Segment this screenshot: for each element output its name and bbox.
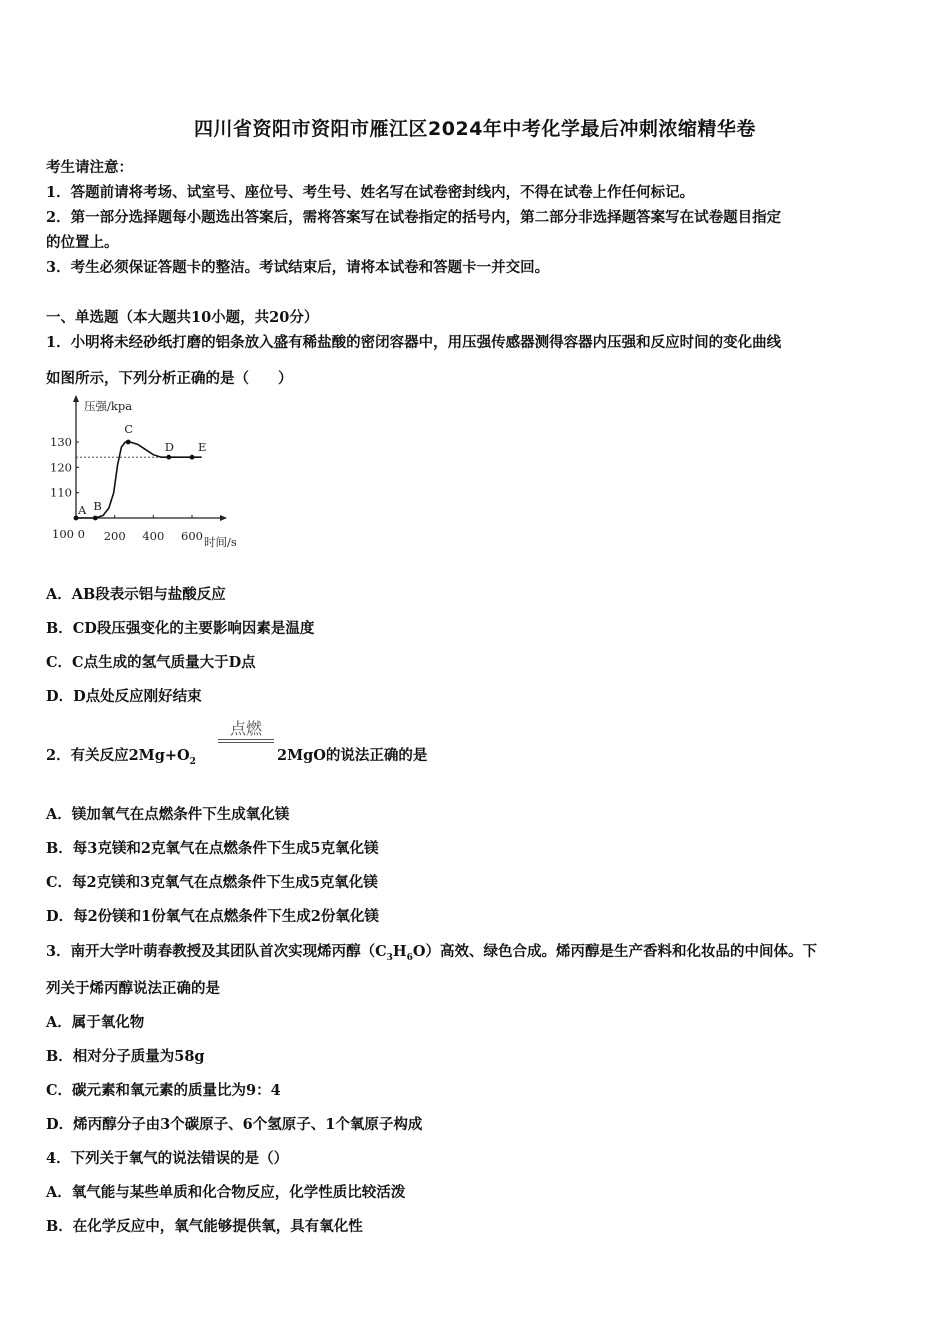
pressure-time-chart <box>46 392 256 552</box>
x-tick-label: 200 <box>103 529 126 543</box>
point-d <box>166 455 171 460</box>
q2-option-d: D．每2份镁和1份氧气在点燃条件下生成2份氧化镁 <box>46 908 379 925</box>
y-tick-label: 110 <box>50 485 72 500</box>
q2-option-b: B．每3克镁和2克氧气在点燃条件下生成5克氧化镁 <box>46 840 379 857</box>
point-e <box>190 455 195 460</box>
equation-bar-top <box>218 739 274 740</box>
q1-stem-line1: 1．小明将未经砂纸打磨的铝条放入盛有稀盐酸的密闭容器中，用压强传感器测得容器内压强和反应时间的变化曲线 <box>46 334 782 351</box>
q4-option-a: A．氧气能与某些单质和化合物反应，化学性质比较活泼 <box>46 1184 406 1201</box>
notice-3: 3．考生必须保证答题卡的整洁。考试结束后，请将本试卷和答题卡一并交回。 <box>46 259 550 276</box>
point-label-b: B <box>93 499 102 513</box>
section-heading: 一、单选题（本大题共10小题，共20分） <box>46 309 319 326</box>
y-axis-arrow <box>73 395 79 402</box>
q2-option-c: C．每2克镁和3克氧气在点燃条件下生成5克氧化镁 <box>46 874 378 891</box>
notice-1: 1．答题前请将考场、试室号、座位号、考生号、姓名写在试卷密封线内，不得在试卷上作任何标记。 <box>46 184 695 201</box>
q2-stem-pre: 2．有关反应$2Mg+O_2$ <box>46 747 196 767</box>
q4-stem: 4．下列关于氧气的说法错误的是（） <box>46 1150 289 1167</box>
doc-title: 四川省资阳市资阳市雁江区2024年中考化学最后冲刺浓缩精华卷 <box>194 118 756 140</box>
origin-label: 100 0 <box>52 527 85 541</box>
x-axis-label: 时间/s <box>204 535 237 549</box>
q2-option-a: A．镁加氧气在点燃条件下生成氧化镁 <box>46 806 290 823</box>
q3-option-b: B．相对分子质量为58g <box>46 1048 205 1065</box>
q1-stem-line2: 如图所示，下列分析正确的是（ ） <box>46 370 293 387</box>
q4-option-b: B．在化学反应中，氧气能够提供氧，具有氧化性 <box>46 1218 363 1235</box>
q1-option-a: A．AB段表示铝与盐酸反应 <box>46 586 226 603</box>
point-b <box>93 516 98 521</box>
notice-heading: 考生请注意： <box>46 159 133 176</box>
q2-equation <box>46 716 646 766</box>
point-label-a: A <box>78 503 87 517</box>
point-label-d: D <box>164 440 175 455</box>
q1-option-d: D．D点处反应刚好结束 <box>46 688 202 705</box>
q1-option-b: B．CD段压强变化的主要影响因素是温度 <box>46 620 315 637</box>
q1-option-c: C．C点生成的氢气质量大于D点 <box>46 654 256 671</box>
notice-2: 2．第一部分选择题每小题选出答案后，需将答案写在试卷指定的括号内，第二部分非选择题答案写在试卷题目指定 <box>46 209 782 226</box>
q3-stem-line1: 3．南开大学叶萌春教授及其团队首次实现烯丙醇$(C_3H_6O)$高效、绿色合成。烯丙醇是生产香料和化妆品的中间体。下 <box>46 943 818 963</box>
equation-bar-bottom <box>218 742 274 743</box>
q3-option-c: C．碳元素和氧元素的质量比为9：4 <box>46 1082 281 1099</box>
q2-stem-post: 2MgO的说法正确的是 <box>277 747 428 764</box>
y-tick-label: 120 <box>50 460 72 475</box>
point-c <box>126 440 131 445</box>
q3-stem-line2: 列关于烯丙醇说法正确的是 <box>46 980 220 997</box>
reaction-condition: 点燃 <box>229 719 262 738</box>
y-axis-label: 压强/kpa <box>84 399 133 413</box>
point-label-e: E <box>198 440 207 455</box>
x-tick-label: 400 <box>142 529 165 543</box>
q3-option-d: D．烯丙醇分子由3个碳原子、6个氢原子、1个氧原子构成 <box>46 1116 423 1133</box>
q3-option-a: A．属于氧化物 <box>46 1014 145 1031</box>
notice-2-cont: 的位置上。 <box>46 234 119 251</box>
y-tick-label: 130 <box>50 435 72 449</box>
x-tick-label: 600 <box>181 529 203 543</box>
x-axis-arrow <box>220 515 227 521</box>
point-label-c: C <box>124 422 134 436</box>
